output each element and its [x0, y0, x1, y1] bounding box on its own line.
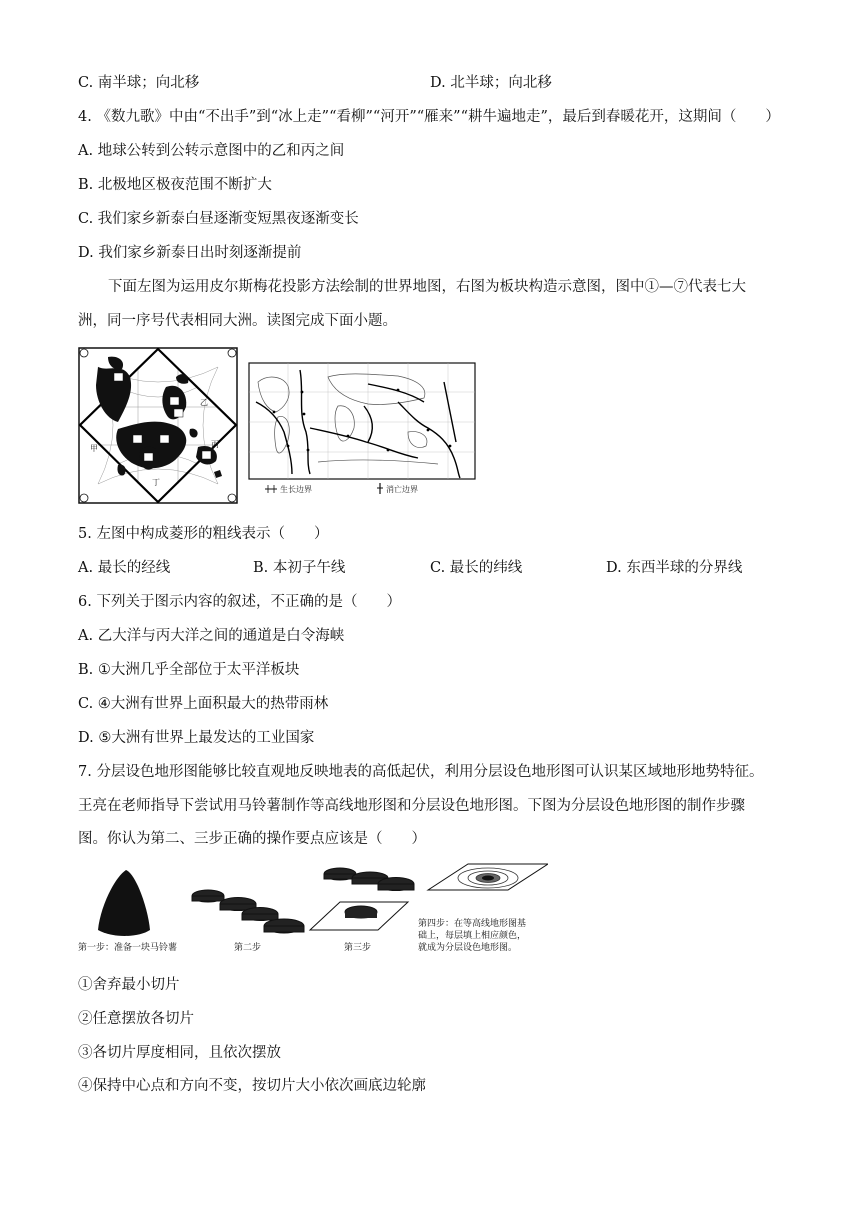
map-label-yi: 乙 [200, 398, 208, 407]
layered-map-steps-figure [78, 858, 548, 960]
plate-tectonics-map [248, 362, 476, 495]
step-1-label: 第一步：准备一块马铃薯 [78, 943, 178, 953]
q5-option-c: C. 最长的纬线 [430, 560, 523, 576]
q7-stem-line-1: 7. 分层设色地形图能够比较直观地反映地表的高低起伏，利用分层设色地形图可认识某区域地形地势特征。 [78, 764, 764, 780]
intro-line-1: 下面左图为运用皮尔斯梅花投影方法绘制的世界地图，右图为板块构造示意图，图中①—⑦代表七大 [108, 279, 746, 295]
q6-option-d: D. ⑤大洲有世界上最发达的工业国家 [78, 730, 315, 746]
q7-option-3: ③各切片厚度相同，且依次摆放 [78, 1045, 281, 1061]
q5-option-d: D. 东西半球的分界线 [606, 560, 743, 576]
step-3-label: 第三步 [344, 943, 372, 953]
q7-option-2: ②任意摆放各切片 [78, 1011, 194, 1027]
quincuncial-world-map [78, 347, 238, 504]
q7-stem-line-2: 王亮在老师指导下尝试用马铃薯制作等高线地形图和分层设色地形图。下图为分层设色地形图的制作步骤 [78, 798, 745, 814]
step-2-label: 第二步 [234, 943, 262, 953]
q4-option-a: A. 地球公转到公转示意图中的乙和丙之间 [78, 143, 345, 159]
q4-option-b: B. 北极地区极夜范围不断扩大 [78, 177, 272, 193]
q5-stem: 5. 左图中构成菱形的粗线表示（ ） [78, 526, 329, 542]
q5-option-b: B. 本初子午线 [253, 560, 346, 576]
q6-stem: 6. 下列关于图示内容的叙述，不正确的是（ ） [78, 594, 401, 610]
q3-option-c: C. 南半球；向北移 [78, 75, 200, 91]
q4-option-d: D. 我们家乡新泰日出时刻逐渐提前 [78, 245, 302, 261]
q6-option-a: A. 乙大洋与丙大洋之间的通道是白令海峡 [78, 628, 345, 644]
step-4-label-line-1: 第四步：在等高线地形图基 [418, 919, 527, 929]
intro-line-2: 洲，同一序号代表相同大洲。读图完成下面小题。 [78, 313, 397, 329]
q5-option-a: A. 最长的经线 [78, 560, 171, 576]
q4-stem: 4. 《数九歌》中由“不出手”到“冰上走”“看柳”“河开”“雁来”“耕牛遍地走”，最后到春暖花开，这期间（ ） [78, 109, 780, 125]
q6-option-c: C. ④大洲有世界上面积最大的热带雨林 [78, 696, 329, 712]
q4-option-c: C. 我们家乡新泰白昼逐渐变短黑夜逐渐变长 [78, 211, 359, 227]
q3-option-d: D. 北半球；向北移 [430, 75, 552, 91]
map-label-bing: 丙 [211, 440, 219, 449]
q7-option-1: ①舍弃最小切片 [78, 977, 180, 993]
step-4-label-line-3: 就成为分层设色地形图。 [418, 943, 518, 953]
step-4-label-line-2: 础上，每层填上相应颜色， [418, 931, 527, 941]
map-label-ding: 丁 [152, 478, 160, 487]
legend-growth-boundary: 生长边界 [280, 485, 312, 494]
q7-option-4: ④保持中心点和方向不变，按切片大小依次画底边轮廓 [78, 1078, 426, 1094]
q7-stem-line-3: 图。你认为第二、三步正确的操作要点应该是（ ） [78, 831, 426, 847]
legend-subduction-boundary: 消亡边界 [386, 485, 418, 494]
map-label-jia: 甲 [90, 444, 98, 453]
q6-option-b: B. ①大洲几乎全部位于太平洋板块 [78, 662, 300, 678]
